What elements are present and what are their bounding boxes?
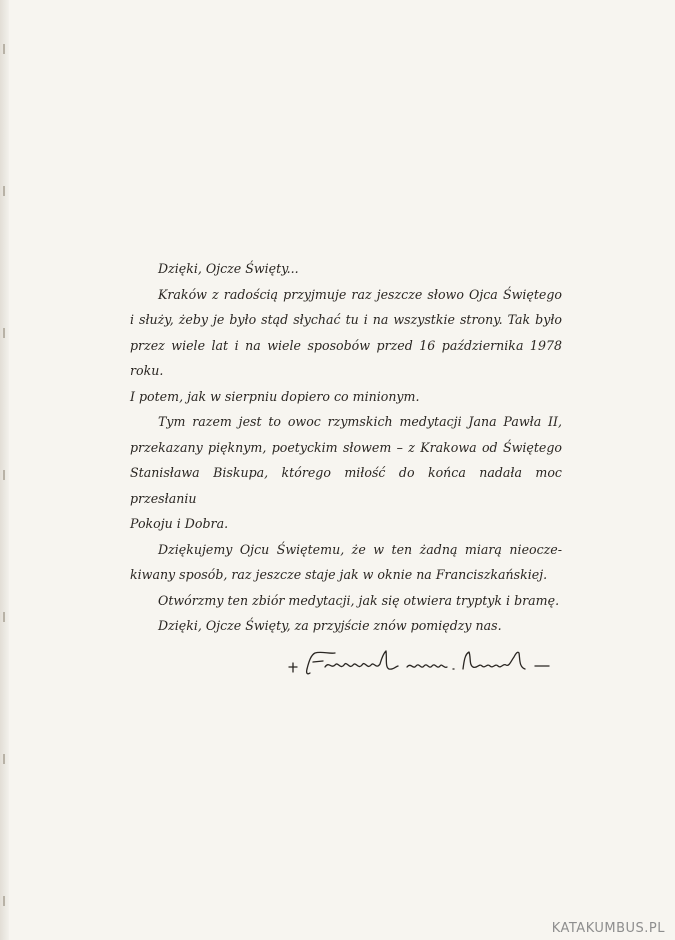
binding-stitch xyxy=(3,612,5,622)
watermark-text: KATAKUMBUS.PL xyxy=(551,921,665,936)
paragraph-3-line-2: kiwany sposób, raz jeszcze staje jak w oknie na Franciszkańskiej. xyxy=(130,567,548,582)
paragraph-3-line-1: Dziękujemy Ojcu Świętemu, że w ten żadną miarą nieocze- xyxy=(158,541,562,557)
paragraph-2-line-2: przekazany pięknym, poetyckim słowem – z Krakowa od Świętego xyxy=(130,439,562,455)
paragraph-1-line-3: przez wiele lat i na wiele sposobów przed 16 października 1978 roku. xyxy=(130,337,562,378)
binding-stitch xyxy=(3,186,5,196)
binding-stitch xyxy=(3,44,5,54)
paragraph-2-line-1: Tym razem jest to owoc rzymskich medytacji Jana Pawła II, xyxy=(158,414,562,429)
paragraph-2-line-4: Pokoju i Dobra. xyxy=(130,516,229,531)
paragraph-4: Otwórzmy ten zbiór medytacji, jak się otwiera tryptyk i bramę. xyxy=(158,592,560,608)
paragraph-1-line-1: Kraków z radością przyjmuje raz jeszcze słowo Ojca Świętego xyxy=(158,286,562,302)
letter-text xyxy=(130,256,562,639)
binding-stitch xyxy=(3,754,5,764)
binding-stitch xyxy=(3,470,5,480)
paragraph-1-line-4: I potem, jak w sierpniu dopiero co minionym. xyxy=(130,388,420,404)
page-binding-edge xyxy=(0,0,9,940)
closing-line: Dzięki, Ojcze Święty, za przyjście znów pomiędzy nas. xyxy=(158,618,502,633)
paragraph-2-line-3: Stanisława Biskupa, którego miłość do końca nadała moc przesłaniu xyxy=(130,465,562,506)
binding-stitch xyxy=(3,328,5,338)
greeting-line: Dzięki, Ojcze Święty... xyxy=(158,261,299,276)
binding-stitch xyxy=(3,896,5,906)
handwritten-signature xyxy=(285,645,570,685)
paragraph-1-line-2: i służy, żeby je było stąd słychać tu i na wszystkie strony. Tak było xyxy=(130,312,562,327)
